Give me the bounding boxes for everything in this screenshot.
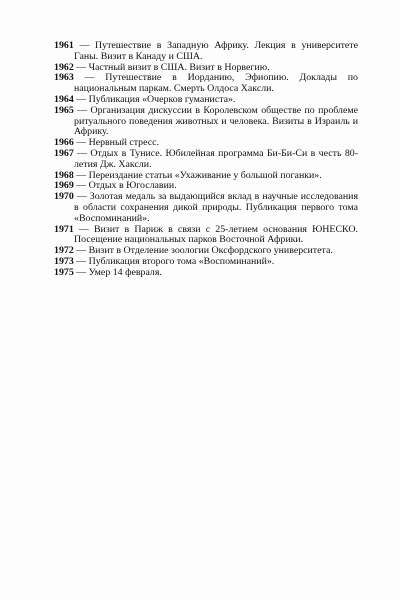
entry-text: — Визит в Париж в связи с 25-летием основания ЮНЕСКО. Посещение национальных парков Восточной Африки.	[73, 223, 358, 246]
entry-year: 1961	[54, 40, 74, 51]
entry-text: — Отдых в Тунисе. Юбилейная программа Би-Би-Си в честь 80-летия Дж. Хаксли.	[73, 147, 358, 170]
entry-text: — Путешествие в Иорданию, Эфиопию. Доклады по национальным паркам. Смерть Олдоса Хаксли.	[73, 72, 358, 95]
entry-text: — Путешествие в Западную Африку. Лекция в университете Ганы. Визит в Канаду и США.	[73, 40, 358, 62]
entry-year: 1963	[54, 72, 74, 84]
entry-year: 1970	[54, 191, 74, 203]
chronology-entry	[54, 73, 358, 95]
entry-year: 1967	[54, 147, 74, 159]
chronology-entry	[54, 149, 358, 171]
entry-year: 1972	[54, 245, 74, 257]
chronology-entry	[54, 41, 358, 63]
entry-year: 1962	[54, 61, 74, 73]
entry-year: 1971	[54, 223, 74, 235]
entry-text: — Визит в Отделение зоологии Оксфордского университета.	[73, 245, 333, 257]
entry-year: 1973	[54, 255, 74, 267]
entry-text: — Частный визит в США. Визит в Норвегию.	[73, 61, 270, 73]
entry-year: 1969	[54, 180, 74, 192]
entry-year: 1966	[54, 137, 74, 149]
chronology-entry	[54, 106, 358, 138]
chronology-list	[54, 41, 358, 279]
entry-text: — Публикация второго тома «Воспоминаний».	[73, 255, 275, 267]
entry-text: — Переиздание статьи «Ухаживание у большой поганки».	[73, 169, 322, 181]
entry-text: — Организация дискуссии в Королевском обществе по проблеме ритуального поведения животных и человека. Визиты в Израиль и Африку.	[73, 104, 358, 138]
entry-text: — Отдых в Югославии.	[73, 180, 177, 192]
entry-text: — Умер 14 февраля.	[73, 266, 162, 278]
entry-year: 1968	[54, 169, 74, 181]
entry-year: 1965	[54, 104, 74, 116]
entry-year: 1964	[54, 93, 74, 105]
chronology-entry	[54, 225, 358, 247]
entry-text: — Нервный стресс.	[73, 137, 159, 149]
chronology-entry	[54, 192, 358, 224]
entry-text: — Публикация «Очерков гуманиста».	[73, 93, 236, 105]
entry-text: — Золотая медаль за выдающийся вклад в научные исследования в области сохранения дикой природы. Публикация первого тома «Воспоминаний».	[73, 191, 358, 224]
entry-year: 1975	[54, 266, 74, 278]
chronology-entry	[54, 268, 358, 279]
